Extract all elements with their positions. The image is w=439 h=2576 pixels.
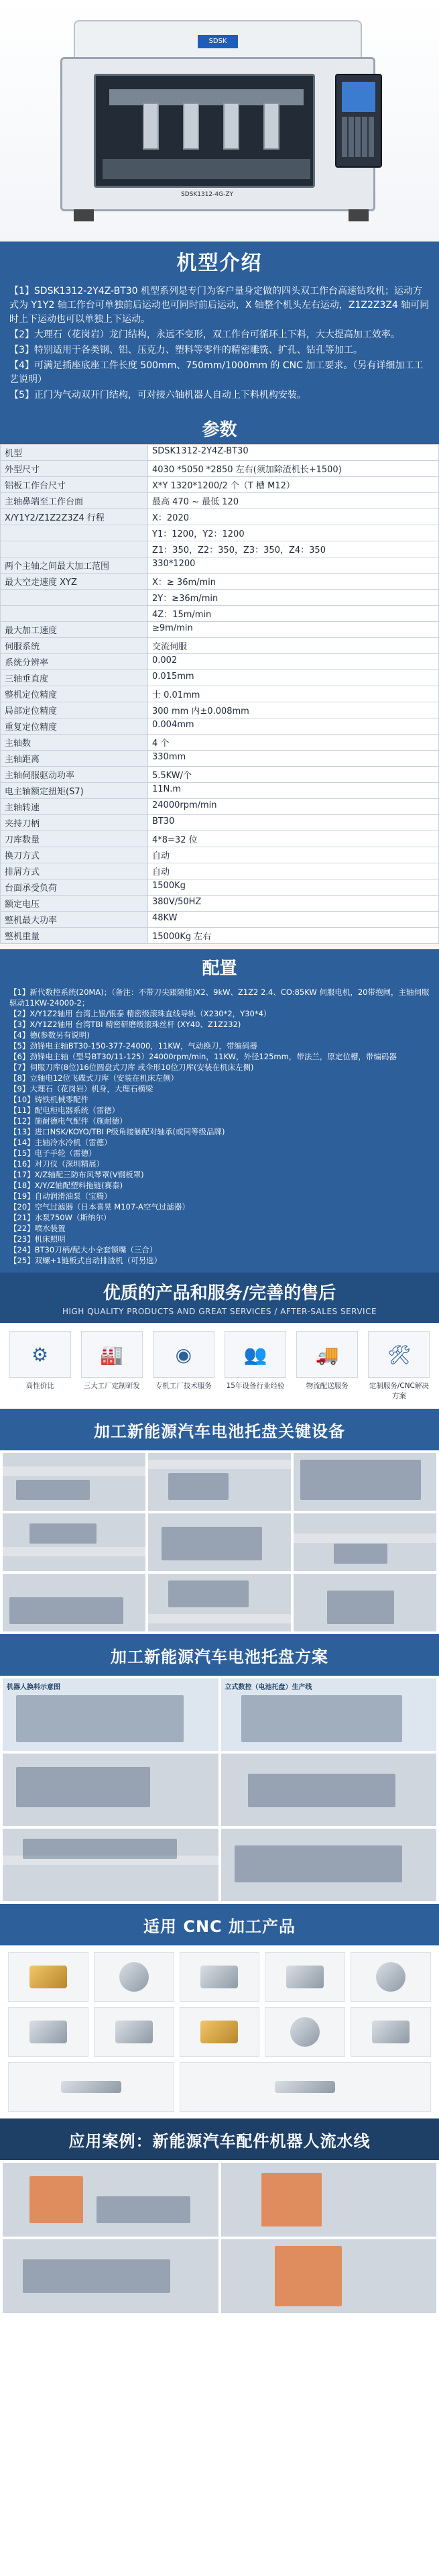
spec-value: 380V/50HZ [148, 896, 439, 912]
scheme-photo-grid [0, 1676, 439, 1904]
spec-value: 4Z：15m/min [148, 606, 439, 622]
case-title: 应用案例：新能源汽车配件机器人流水线 [0, 2118, 439, 2160]
config-item: 【2】X/Y1Z2轴用 台湾上银/银泰 精密级滚珠直线导轨（X230*2，Y30*4） [9, 1009, 271, 1018]
product-photo [265, 2007, 345, 2057]
spec-row [1, 702, 439, 718]
spec-key: 主轴转速 [1, 799, 148, 815]
advantage-caption: 定制服务/CNC解决方案 [369, 1382, 429, 1400]
spec-value: 24000rpm/min [148, 799, 439, 815]
spec-key: 整机重量 [1, 928, 148, 944]
config-item: 【9】大理石（花岗岩）机身，大理石横梁 [9, 1084, 153, 1093]
advantage-caption: 高性价比 [25, 1382, 54, 1390]
equipment-section [0, 1409, 439, 1634]
advantage-caption: 三大工厂定制研发 [83, 1382, 140, 1390]
spec-key [1, 606, 148, 622]
spec-row [1, 912, 439, 928]
config-item: 【11】配电柜电器系统（雷德） [9, 1106, 120, 1115]
config-item: 【15】电子手轮（雷德） [9, 1148, 97, 1158]
advantage-caption: 15年设备行业经验 [226, 1382, 285, 1390]
spec-row [1, 863, 439, 879]
spec-row [1, 461, 439, 477]
spec-row [1, 574, 439, 590]
spec-row [1, 847, 439, 863]
spec-row [1, 751, 439, 767]
factory-icon: 🏭 [81, 1331, 143, 1378]
tools-icon: 🛠 [368, 1331, 430, 1378]
spec-row [1, 541, 439, 557]
spec-key: 刀库数量 [1, 831, 148, 847]
spec-key: 排屑方式 [1, 863, 148, 879]
config-item: 【21】水泵750W（斯纳尔） [9, 1213, 111, 1222]
spec-value: SDSK1312-2Y4Z-BT30 [148, 445, 439, 461]
config-item: 【5】劲锋电主轴BT30-150-377-24000，11KW，气动换刀，带编码器 [9, 1041, 257, 1051]
spec-value: 48KW [148, 912, 439, 928]
spec-value: 自动 [148, 847, 439, 863]
config-section [0, 949, 439, 1273]
spec-value: 300 mm 内±0.008mm [148, 702, 439, 718]
spec-section [0, 412, 439, 949]
logo-icon: ◉ [153, 1331, 214, 1378]
config-item: 【12】施耐德电气配件（施耐德） [9, 1116, 127, 1126]
product-grid [0, 1945, 439, 2118]
spec-value: X：2020 [148, 509, 439, 525]
spec-value: 最高 470 ~ 最低 120 [148, 493, 439, 509]
spec-value: 11N.m [148, 783, 439, 799]
spec-table [0, 444, 439, 944]
config-item: 【16】对刀仪（深圳精展） [9, 1159, 105, 1169]
spec-row [1, 928, 439, 944]
people-icon: 👥 [225, 1331, 286, 1378]
intro-item: 【3】特别适用于各类钢、铝、压克力、塑料等零件的精密雕铣、扩孔、钻孔等加工。 [9, 345, 363, 356]
advantage-card [368, 1331, 430, 1401]
intro-item: 【5】正门为气动双开门结构，可对接六轴机器人自动上下料机构安装。 [9, 390, 306, 400]
scheme-line-photo: 立式数控（电池托盘）生产线 [221, 1678, 437, 1751]
scheme-photo [3, 1829, 218, 1901]
products-title: 适用 CNC 加工产品 [0, 1904, 439, 1945]
case-photo [221, 2239, 437, 2313]
spec-key: 机型 [1, 445, 148, 461]
brand-logo: SDSK [198, 35, 238, 48]
gear-icon: ⚙ [9, 1331, 71, 1378]
spec-row [1, 686, 439, 702]
equipment-photo [3, 1574, 145, 1631]
spec-value: 330*1200 [148, 557, 439, 574]
spec-value: 4030 *5050 *2850 左右(须加除渣机长+1500) [148, 461, 439, 477]
spec-key: 外型尺寸 [1, 461, 148, 477]
spec-row [1, 799, 439, 815]
spec-key: 伺服系统 [1, 638, 148, 654]
intro-title: 机型介绍 [176, 252, 263, 275]
scheme-photo [3, 1754, 218, 1826]
config-item: 【22】喷水装置 [9, 1224, 66, 1233]
intro-item: 【4】可满足插座底座工件长度 500mm、750mm/1000mm 的 CNC 加工要求。（另有详细加工工艺说明） [9, 360, 424, 385]
spec-key: 额定电压 [1, 896, 148, 912]
config-item: 【13】进口NSK/KOYO/TBI P级角接触配对轴承(或同等级品牌) [9, 1127, 225, 1136]
spec-value: X*Y 1320*1200/2 个（T 槽 M12） [148, 477, 439, 493]
spec-row [1, 445, 439, 461]
product-photo [180, 2062, 431, 2112]
config-item: 【7】伺服刀库(8位)16位圆盘式刀库 或伞形10位刀库(安装在机床左侧) [9, 1063, 254, 1072]
product-photo [94, 1952, 174, 2002]
intro-section [0, 241, 439, 412]
advantage-card [9, 1331, 71, 1401]
config-item: 【8】立轴电12位飞碟式刀库（安装在机床左侧） [9, 1073, 178, 1083]
spec-key: 局部定位精度 [1, 702, 148, 718]
equipment-photo [294, 1574, 436, 1631]
machine-window [94, 74, 315, 188]
spec-key: 重复定位精度 [1, 718, 148, 735]
spec-key: 主轴数 [1, 735, 148, 751]
spec-value: 交流伺服 [148, 638, 439, 654]
config-item: 【3】X/Y1Z2轴用 台湾TBI 精密研磨级滚珠丝杆 (XY40、Z1Z232) [9, 1020, 241, 1029]
spec-row [1, 509, 439, 525]
scheme-diagram: 机器人换料示意图 [3, 1678, 218, 1751]
intro-list [0, 280, 439, 412]
spec-key: 三轴垂直度 [1, 670, 148, 686]
spec-value: X：≥ 36m/min [148, 574, 439, 590]
advantage-cards [0, 1323, 439, 1409]
spec-key: 主轴鼻端至工作台面 [1, 493, 148, 509]
spec-row [1, 493, 439, 509]
spec-value: 0.004mm [148, 718, 439, 735]
spec-row [1, 767, 439, 783]
control-panel [335, 74, 382, 168]
advantage-card [225, 1331, 286, 1401]
spec-value: 士 0.01mm [148, 686, 439, 702]
config-item: 【14】主轴冷水冷机（雷德） [9, 1138, 112, 1147]
spec-row [1, 718, 439, 735]
advantage-card [81, 1331, 143, 1401]
config-title: 配置 [0, 949, 439, 984]
spec-row [1, 783, 439, 799]
spec-value: 2Y：≥36m/min [148, 590, 439, 606]
product-photo [8, 2062, 174, 2112]
equipment-photo [294, 1513, 436, 1571]
spec-row [1, 590, 439, 606]
spec-key: 换刀方式 [1, 847, 148, 863]
equipment-photo [294, 1453, 436, 1511]
spec-key: X/Y1Y2/Z1Z2Z3Z4 行程 [1, 509, 148, 525]
scheme-title: 加工新能源汽车电池托盘方案 [0, 1634, 439, 1676]
spec-key: 两个主轴之间最大加工范围 [1, 557, 148, 574]
spec-value: 5.5KW/个 [148, 767, 439, 783]
spec-value: 4 个 [148, 735, 439, 751]
advantage-subtitle: HIGH QUALITY PRODUCTS AND GREAT SERVICES / AFTER-SALES SERVICE [62, 1307, 377, 1316]
spec-row [1, 622, 439, 638]
spec-value: Z1：350，Z2：350，Z3：350，Z4：350 [148, 541, 439, 557]
spec-value: 0.015mm [148, 670, 439, 686]
spec-value: 15000Kg 左右 [148, 928, 439, 944]
config-item: 【25】双螺+1链板式自动排渣机（可另选） [9, 1256, 162, 1265]
equipment-photo [148, 1513, 291, 1571]
case-photo-grid [0, 2160, 439, 2316]
spec-row [1, 896, 439, 912]
equipment-photo-grid [0, 1450, 439, 1634]
config-item: 【24】BT30刀柄/配大小全套锁嘴（三合） [9, 1245, 158, 1254]
scheme-photo [221, 1754, 437, 1826]
scheme-section [0, 1634, 439, 1904]
equipment-photo [3, 1453, 145, 1511]
equipment-photo [148, 1574, 291, 1631]
spec-key: 系统分辨率 [1, 654, 148, 670]
spec-key: 台面承受负荷 [1, 879, 148, 896]
config-item: 【19】自动润滑油泵（宝腾） [9, 1191, 112, 1201]
spec-value: ≥9m/min [148, 622, 439, 638]
advantage-title: 优质的产品和服务/完善的售后 [103, 1283, 336, 1303]
spec-value: 1500Kg [148, 879, 439, 896]
spec-key: 整机最大功率 [1, 912, 148, 928]
equipment-title: 加工新能源汽车电池托盘关键设备 [0, 1409, 439, 1450]
product-photo [8, 1952, 88, 2002]
spec-row [1, 525, 439, 541]
spec-key: 整机定位精度 [1, 686, 148, 702]
equipment-photo [148, 1453, 291, 1511]
product-photo [94, 2007, 174, 2057]
spec-value: Y1：1200，Y2：1200 [148, 525, 439, 541]
case-section [0, 2118, 439, 2316]
product-photo [265, 1952, 345, 2002]
config-item: 【4】德(参数另有说明) [9, 1030, 90, 1040]
spec-key [1, 590, 148, 606]
cnc-machine-illustration [47, 20, 395, 221]
advantage-section [0, 1273, 439, 1409]
spec-key: 主轴伺服驱动功率 [1, 767, 148, 783]
product-photo [8, 2007, 88, 2057]
model-plate: SDSK1312-4G-ZY [181, 191, 234, 198]
truck-icon: 🚚 [296, 1331, 358, 1378]
advantage-caption: 专机工厂技术服务 [155, 1382, 212, 1390]
case-photo [3, 2163, 218, 2237]
scheme-photo [221, 1829, 437, 1901]
product-photo [351, 2007, 431, 2057]
config-item: 【17】X/Z轴配三防布风琴罩(V钢板罩) [9, 1170, 144, 1179]
case-photo [3, 2239, 218, 2313]
spec-key: 铝板工作台尺寸 [1, 477, 148, 493]
advantage-card [153, 1331, 214, 1401]
config-item: 【23】机床照明 [9, 1234, 66, 1244]
case-photo [221, 2163, 437, 2237]
config-item: 【18】X/Y/Z轴配塑料拖链(赛泰) [9, 1181, 123, 1190]
spec-key: 最大空走速度 XYZ [1, 574, 148, 590]
advantage-caption: 物流配送服务 [306, 1382, 349, 1390]
config-item: 【6】劲锋电主轴（型号BT30/11-125）24000rpm/min，11KW，外径125mm，带法兰，原定位槽，带编码器 [9, 1052, 397, 1061]
spec-key: 夹持刀柄 [1, 815, 148, 831]
spec-row [1, 879, 439, 896]
spec-row [1, 815, 439, 831]
spec-row [1, 606, 439, 622]
products-section [0, 1904, 439, 2118]
spec-key: 电主轴额定扭矩(S7) [1, 783, 148, 799]
intro-item: 【1】SDSK1312-2Y4Z-BT30 机型系列是专门为客户量身定做的四头双工作台高速钻攻机；运动方式为 Y1Y2 轴工作台可单独前后运动也可同时前后运动，X 轴整个机头左右运动，Z1Z2Z3Z4 轴可同时上下运动也可以单独上下运动。 [9, 286, 430, 325]
config-item: 【1】新代数控系统(20MA)；（备注：不带刀尖跟随能)X2、9kW、Z1Z2 2.4、CO:85KW 伺服电机，20带抱闸，主轴伺服驱动11KW-24000-2； [9, 987, 430, 1008]
spec-title: 参数 [0, 412, 439, 444]
product-photo [351, 1952, 431, 2002]
config-item: 【10】铸铁机械零配件 [9, 1095, 89, 1104]
spec-row [1, 477, 439, 493]
config-item: 【20】空气过滤器（日本喜晃 M107-A空气过滤器） [9, 1202, 190, 1212]
spec-key: 最大加工速度 [1, 622, 148, 638]
spec-row [1, 638, 439, 654]
product-photo [180, 2007, 260, 2057]
equipment-photo [3, 1513, 145, 1571]
spec-row [1, 735, 439, 751]
spec-row [1, 831, 439, 847]
config-list [0, 984, 439, 1273]
spec-key [1, 525, 148, 541]
spec-value: 0.002 [148, 654, 439, 670]
advantage-card [296, 1331, 358, 1401]
spec-key: 主轴距离 [1, 751, 148, 767]
spec-row [1, 670, 439, 686]
spec-key [1, 541, 148, 557]
spec-row [1, 654, 439, 670]
spec-value: BT30 [148, 815, 439, 831]
product-photo [180, 1952, 260, 2002]
spec-value: 自动 [148, 863, 439, 879]
spec-row [1, 557, 439, 574]
spec-value: 4*8=32 位 [148, 831, 439, 847]
spec-value: 330mm [148, 751, 439, 767]
intro-item: 【2】大理石（花岗岩）龙门结构，永远不变形，双工作台可循环上下料，大大提高加工效率。 [9, 329, 400, 340]
hero-machine-image [0, 0, 439, 241]
